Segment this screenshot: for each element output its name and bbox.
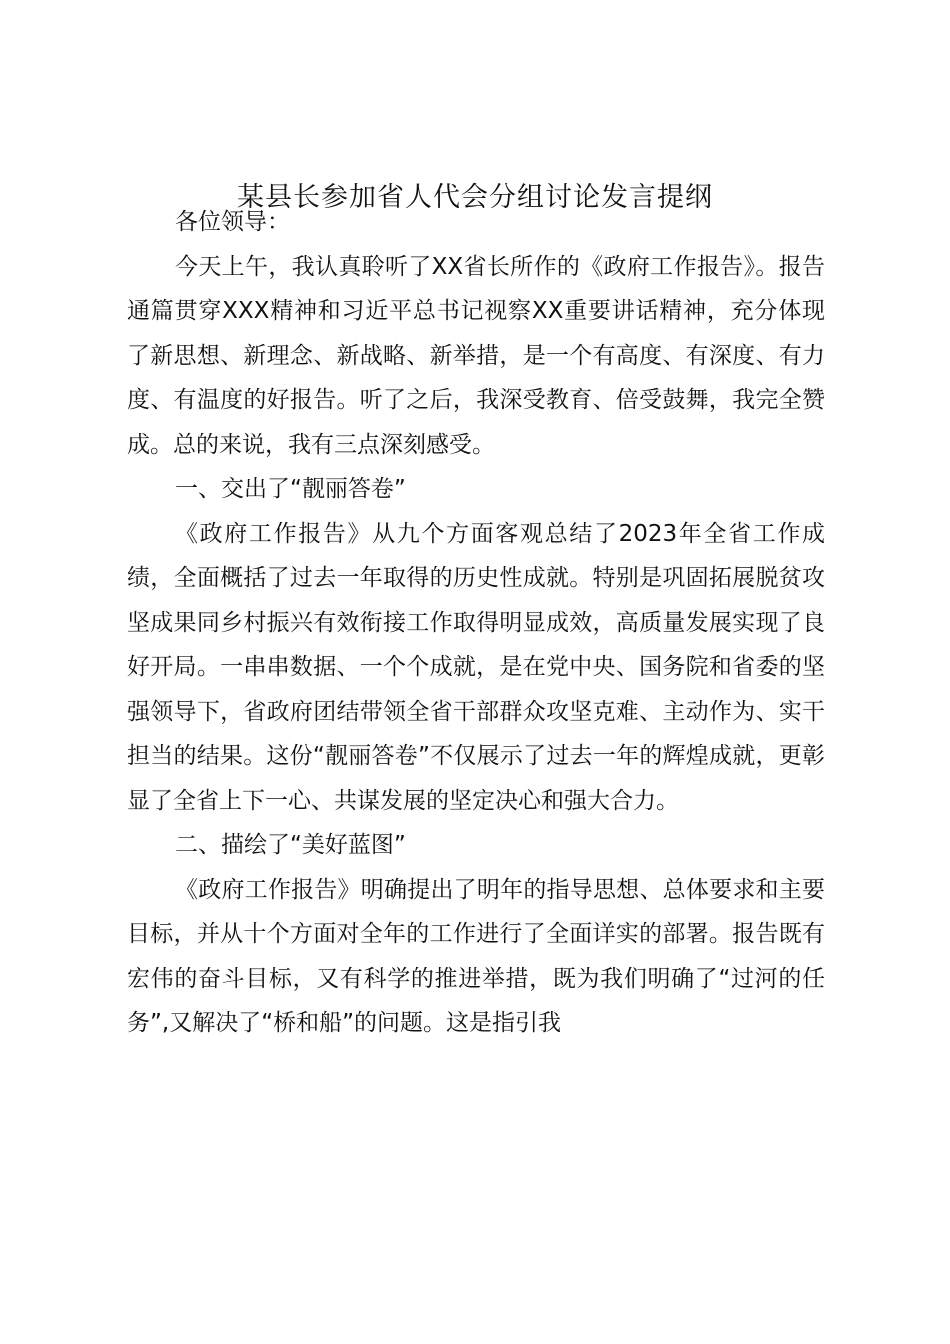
- section-heading-1: 一、交出了“靓丽答卷”: [175, 476, 406, 502]
- document-body: [127, 200, 825, 1046]
- paragraph-section-2: 《政府工作报告》明确提出了明年的指导思想、总体要求和主要目标，并从十个方面对全年的工作进行了全面详实的部署。报告既有宏伟的奋斗目标，又有科学的推进举措，既为我们明确了“过河的任务”,又解决了“桥和船”的问题。这是指引我: [127, 876, 825, 1036]
- section-heading-2: 二、描绘了“美好蓝图”: [175, 832, 406, 858]
- paragraph-intro: 今天上午，我认真聆听了XX省长所作的《政府工作报告》。报告通篇贯穿XXX精神和习近平总书记视察XX重要讲话精神，充分体现了新思想、新理念、新战略、新举措，是一个有高度、有深度、有力度、有温度的好报告。听了之后，我深受教育、倍受鼓舞，我完全赞成。总的来说，我有三点深刻感受。: [127, 253, 825, 458]
- salutation: 各位领导：: [175, 209, 290, 235]
- paragraph-section-1: 《政府工作报告》从九个方面客观总结了2023年全省工作成绩，全面概括了过去一年取得的历史性成就。特别是巩固拓展脱贫攻坚成果同乡村振兴有效衔接工作取得明显成效，高质量发展实现了良好开局。一串串数据、一个个成就，是在党中央、国务院和省委的坚强领导下，省政府团结带领全省干部群众攻坚克难、主动作为、实干担当的结果。这份“靓丽答卷”不仅展示了过去一年的辉煌成就，更彰显了全省上下一心、共谋发展的坚定决心和强大合力。: [127, 520, 825, 814]
- document-title: 某县长参加省人代会分组讨论发言提纲: [237, 182, 713, 213]
